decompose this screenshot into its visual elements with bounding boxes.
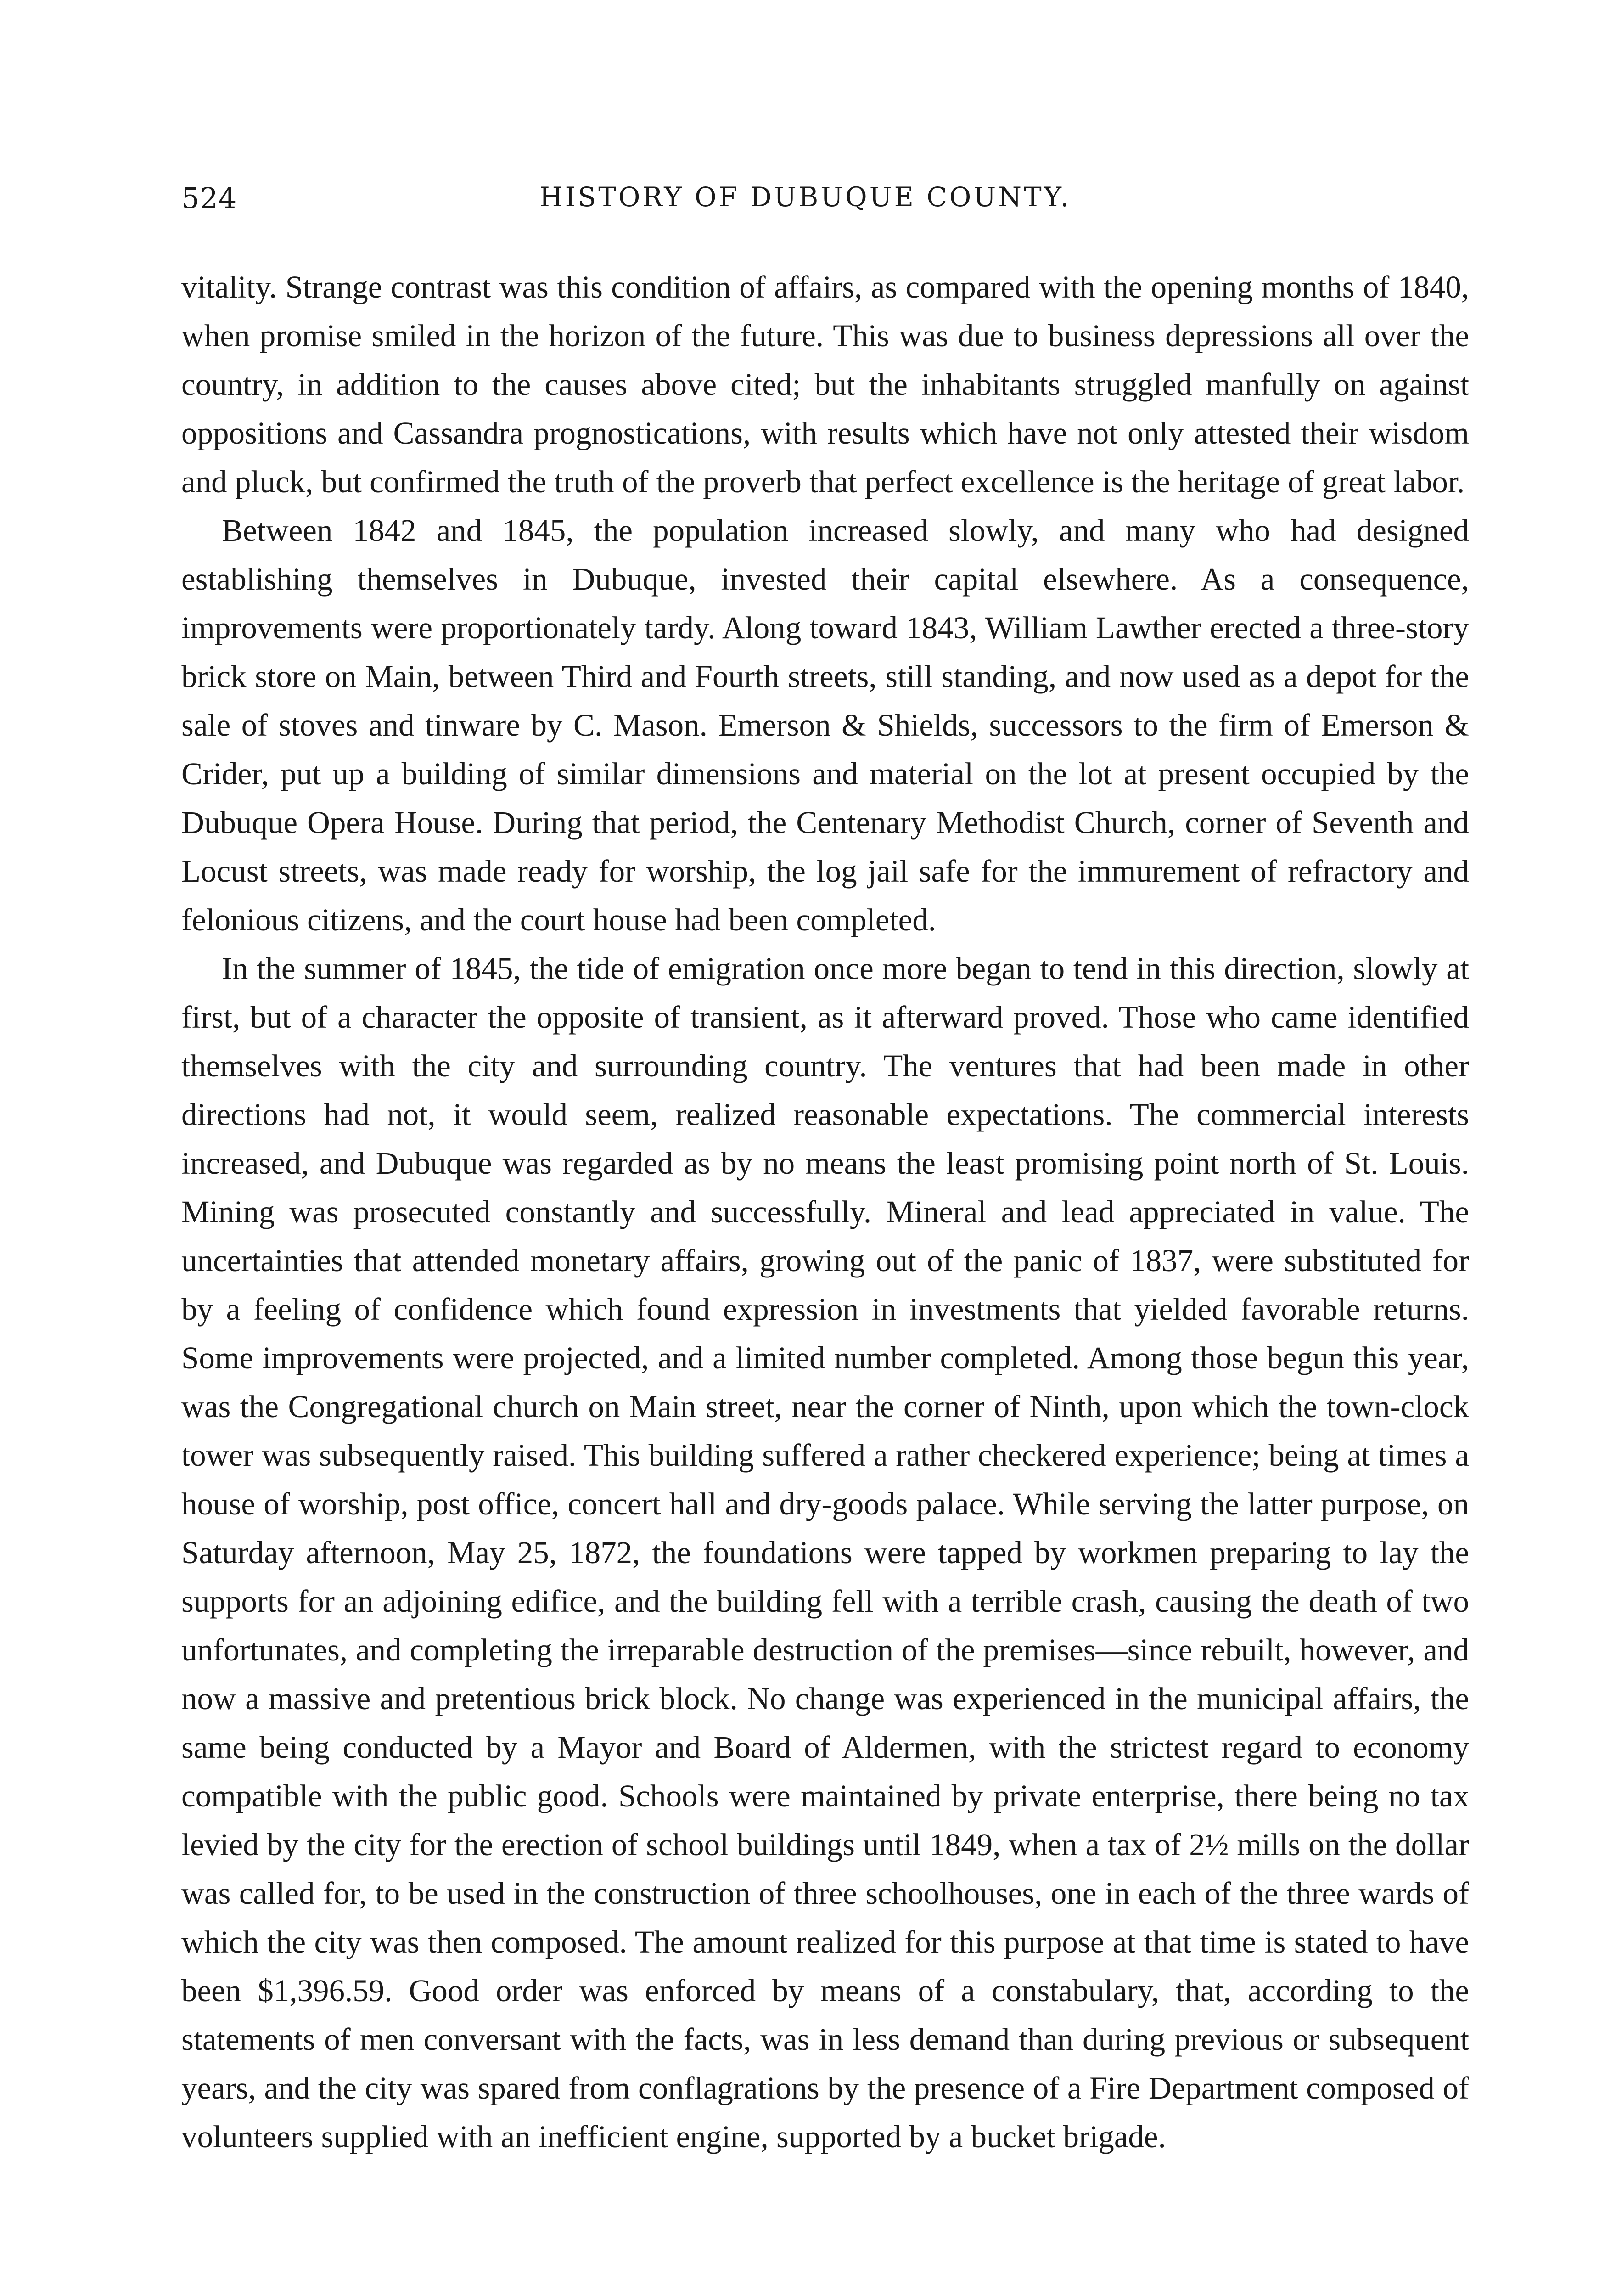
paragraph-continued: vitality. Strange contrast was this condition of affairs, as compared with the opening months of 1840, when promise smiled in the horizon of the future. This was due to business depressions all over the country, in addition to the causes above cited; but the inhabitants struggled manfully on against oppositions and Cassandra prognostications, with results which have not only attested their wisdom and pluck, but confirmed the truth of the proverb that perfect excellence is the heritage of great labor. — [181, 270, 1469, 499]
page-number: 524 — [181, 181, 237, 215]
page-header — [181, 181, 1481, 227]
running-head: HISTORY OF DUBUQUE COUNTY. — [539, 181, 1071, 213]
paragraph: Between 1842 and 1845, the population increased slowly, and many who had designed establishing themselves in Dubuque, invested their capital elsewhere. As a consequence, improvements were proportionately tardy. Along toward 1843, William Lawther erected a three-story brick store on Main, between Third and Fourth streets, still standing, and now used as a depot for the sale of stoves and tinware by C. Mason. Emerson & Shields, successors to the firm of Emerson & Crider, put up a building of similar dimensions and material on the lot at present occupied by the Dubuque Opera House. During that period, the Centenary Methodist Church, corner of Seventh and Locust streets, was made ready for worship, the log jail safe for the immurement of refractory and felonious citizens, and the court house had been completed. — [181, 513, 1469, 937]
body-text — [181, 263, 1469, 2161]
paragraph: In the summer of 1845, the tide of emigration once more began to tend in this direction, slowly at first, but of a character the opposite of transient, as it afterward proved. Those who came identified themselves with the city and surrounding country. The ventures that had been made in other directions had not, it would seem, realized reasonable expectations. The commercial interests increased, and Dubuque was regarded as by no means the least promising point north of St. Louis. Mining was prosecuted constantly and successfully. Mineral and lead appreciated in value. The uncertainties that attended monetary affairs, growing out of the panic of 1837, were substituted for by a feeling of confidence which found expression in investments that yielded favorable returns. Some improvements were projected, and a limited number completed. Among those begun this year, was the Congregational church on Main street, near the corner of Ninth, upon which the town-clock tower was subsequently raised. This building suffered a rather checkered experience; being at times a house of worship, post office, concert hall and dry-goods palace. While serving the latter purpose, on Saturday afternoon, May 25, 1872, the foundations were tapped by workmen preparing to lay the supports for an adjoining edifice, and the building fell with a terrible crash, causing the death of two unfortunates, and completing the irreparable destruction of the premises—since rebuilt, however, and now a massive and pretentious brick block. No change was experienced in the municipal affairs, the same being conducted by a Mayor and Board of Aldermen, with the strictest regard to economy compatible with the public good. Schools were maintained by private enterprise, there being no tax levied by the city for the erection of school buildings until 1849, when a tax of 2½ mills on the dollar was called for, to be used in the construction of three schoolhouses, one in each of the three wards of which the city was then composed. The amount realized for this purpose at that time is stated to have been $1,396.59. Good order was enforced by means of a constabulary, that, according to the statements of men conversant with the facts, was in less demand than during previous or subsequent years, and the city was spared from conflagrations by the presence of a Fire Department composed of volunteers supplied with an inefficient engine, supported by a bucket brigade. — [181, 951, 1469, 2154]
